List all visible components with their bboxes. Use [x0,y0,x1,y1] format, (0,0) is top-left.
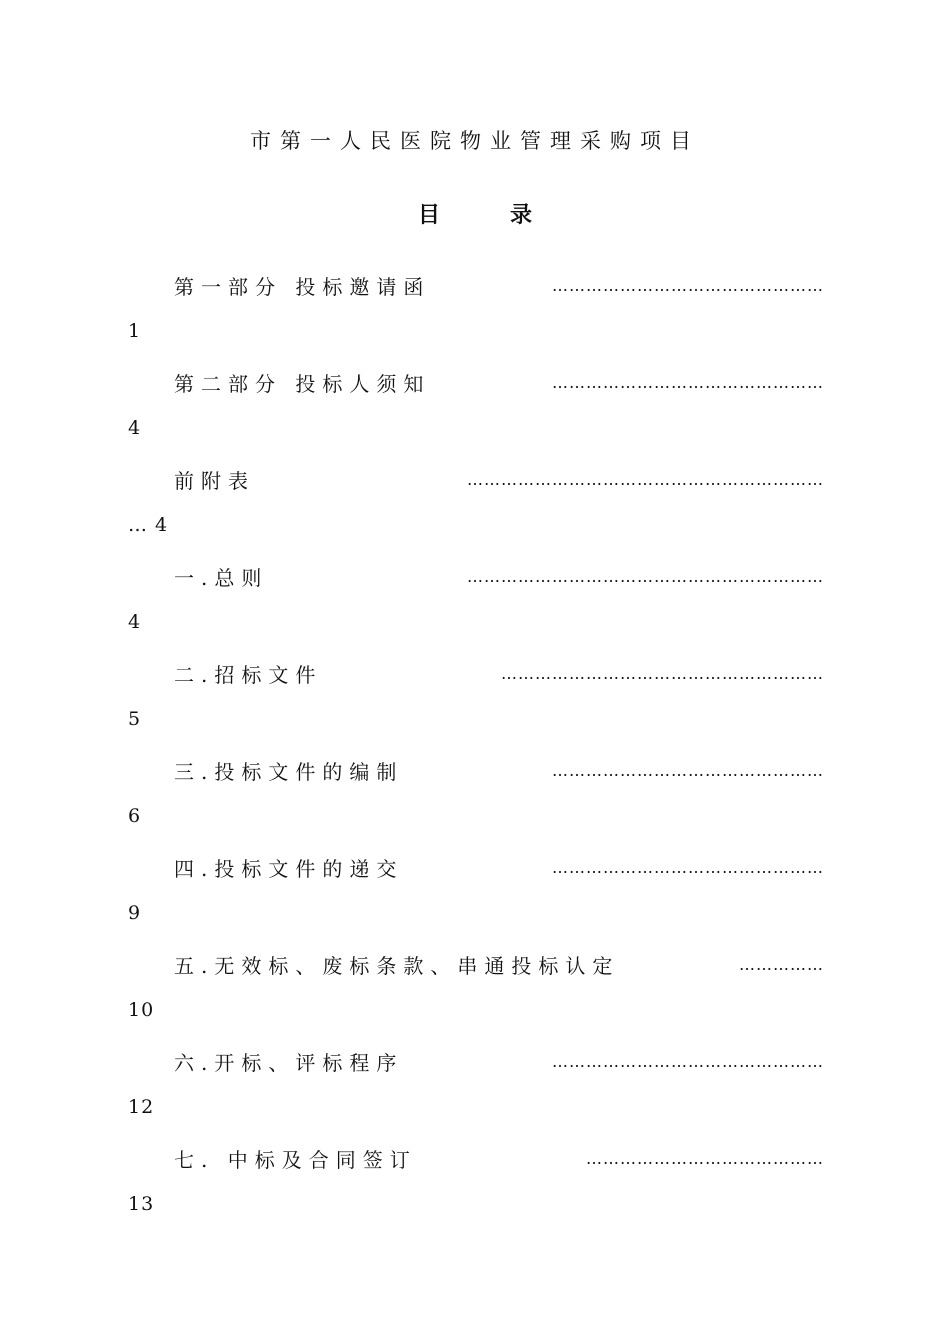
toc-leader-dots: ………………………………………… [552,372,824,392]
toc-entry-label: 前附表 [174,468,255,493]
toc-entry [128,367,828,457]
toc-entry-label: 第二部分 投标人须知 [174,371,431,396]
toc-entry-label: 六.开标、评标程序 [174,1050,404,1075]
toc-page-number: 1 [128,320,142,342]
toc-entry-label: 一.总则 [174,565,269,590]
toc-page-number: … 4 [128,514,169,536]
toc-entry [128,658,828,748]
toc-entry-label: 四.投标文件的递交 [174,856,404,881]
toc-leader-dots: ………………………………………… [552,857,824,877]
toc-entry [128,1046,828,1136]
toc-page-number: 4 [128,611,142,633]
toc-entry [128,1143,828,1233]
toc-leader-dots: ……………………………………………………… [467,469,824,489]
toc-entry [128,561,828,651]
toc-line [174,367,824,397]
toc-leader-dots: ………………………………………… [552,275,824,295]
toc-line [174,561,824,591]
toc-line [174,949,824,979]
toc-leader-dots: ………………………………………………… [501,663,824,683]
toc-entry-label: 第一部分 投标邀请函 [174,274,431,299]
toc-line [174,1046,824,1076]
toc-line [174,755,824,785]
toc-line [174,1143,824,1173]
toc-entry [128,755,828,845]
toc-line [174,464,824,494]
toc-leader-dots: ………………………………………… [552,1051,824,1071]
toc-line [174,852,824,882]
toc-entry-label: 五.无效标、废标条款、串通投标认定 [174,953,620,978]
toc-leader-dots: ……………………………………………………… [467,566,824,586]
toc-entry [128,852,828,942]
toc-page-number: 5 [128,708,142,730]
toc-heading: 目录 [417,202,602,228]
toc-page-number: 9 [128,902,142,924]
toc-page-number: 10 [128,999,155,1021]
toc-line [174,658,824,688]
toc-line [174,270,824,300]
toc-leader-dots: ………………………………………… [552,760,824,780]
toc-page-number: 12 [128,1096,155,1118]
toc-entry [128,949,828,1039]
toc-entry [128,464,828,554]
toc-entry-label: 二.招标文件 [174,662,323,687]
toc-entry [128,270,828,360]
toc-entry-label: 七. 中标及合同签订 [174,1147,417,1172]
toc-page-number: 13 [128,1193,155,1215]
toc-entry-label: 三.投标文件的编制 [174,759,404,784]
toc-page-number: 4 [128,417,142,439]
toc-page-number: 6 [128,805,142,827]
document-title: 市第一人民医院物业管理采购项目 [250,129,700,153]
toc-leader-dots: …………………………………… [586,1148,824,1168]
toc-leader-dots: …………… [739,954,824,974]
